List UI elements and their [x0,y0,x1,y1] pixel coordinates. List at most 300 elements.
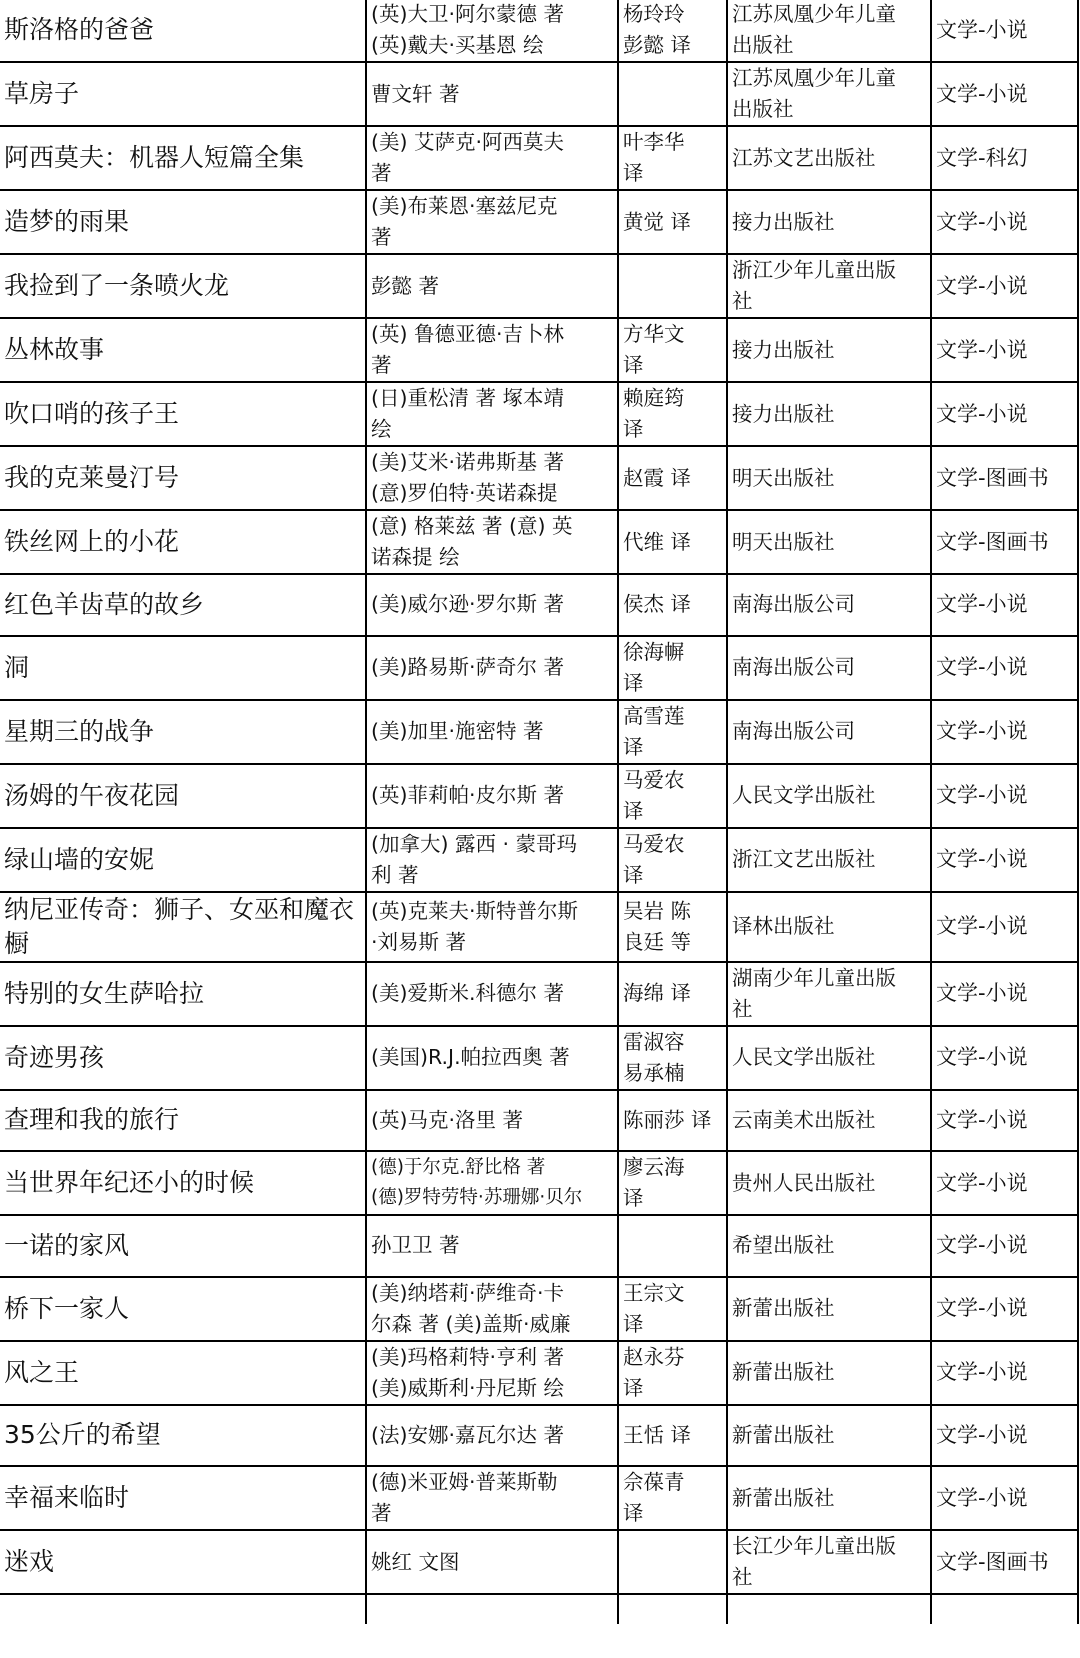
category-cell [931,1341,1078,1405]
publisher-cell [727,382,931,446]
translator-line: 王宗文 [623,1280,685,1305]
category-cell [931,962,1078,1026]
translator-line: 王恬 译 [623,1422,692,1447]
author-line: (英)戴夫·买基恩 绘 [371,33,544,57]
category-label: 文学-小说 [936,655,1028,679]
table-row [0,510,1078,574]
book-title: 奇迹男孩 [4,1042,105,1072]
author-line: 著 [371,225,392,249]
category-label: 文学-小说 [936,337,1028,362]
book-title-cell [0,382,366,446]
category-cell [931,1090,1078,1152]
category-label: 文学-小说 [936,981,1028,1005]
table-row [0,190,1078,254]
publisher-line: 新蕾出版社 [732,1296,835,1320]
book-title-cell [0,446,366,510]
category-cell [931,190,1078,254]
translator-line: 吴岩 陈 [623,898,692,923]
translator-line: 叶李华 [623,130,685,154]
publisher-cell [727,962,931,1026]
publisher-line: 江苏凤凰少年儿童 [732,2,896,26]
author-line: (意) 格莱兹 著 (意) 英 [371,514,573,538]
author-line: (美)布莱恩·塞兹尼克 [371,194,558,218]
book-title: 特别的女生萨哈拉 [4,978,205,1008]
author-cell [366,1466,618,1530]
author-line: (英)大卫·阿尔蒙德 著 [371,2,565,26]
book-title-cell [0,764,366,828]
book-title: 幸福来临时 [4,1483,130,1512]
book-title: 红色羊齿草的故乡 [4,589,205,619]
category-label: 文学-小说 [936,592,1028,617]
translator-line: 陈丽莎 译 [623,1107,712,1132]
author-cell [366,1530,618,1594]
author-line: 绘 [371,417,392,441]
author-line: (日)重松清 著 塚本靖 [371,386,565,410]
book-title-cell [0,828,366,892]
author-cell [366,962,618,1026]
author-cell [366,1405,618,1467]
author-line: 尔森 著 (美)盖斯·威廉 [371,1311,571,1336]
publisher-cell [727,1341,931,1405]
author-line: (美)艾米·诺弗斯基 著 [371,450,565,474]
category-cell [931,62,1078,126]
publisher-cell [727,700,931,764]
category-label: 文学-小说 [936,783,1028,807]
book-title-cell [0,1151,366,1215]
publisher-cell [727,892,931,962]
category-label: 文学-图画书 [936,529,1049,554]
book-title: 吹口哨的孩子王 [4,399,180,428]
book-title-cell [0,1405,366,1467]
translator-cell [618,574,727,636]
category-label: 文学-科幻 [936,145,1028,170]
table-row [0,700,1078,764]
translator-line: 译 [623,670,644,695]
publisher-cell [727,828,931,892]
empty-cell [931,1594,1078,1624]
translator-line: 赵霞 译 [623,465,692,490]
author-line: (英)马克·洛里 著 [371,1107,524,1132]
category-cell [931,764,1078,828]
author-cell [366,318,618,382]
publisher-cell [727,574,931,636]
book-title: 阿西莫夫：机器人短篇全集 [4,143,305,172]
book-title: 一诺的家风 [4,1230,130,1260]
table-row [0,254,1078,318]
translator-line: 译 [623,734,644,759]
category-label: 文学-小说 [936,1045,1028,1069]
translator-line: 译 [623,417,644,441]
author-line: 著 [371,353,392,377]
category-label: 文学-图画书 [936,465,1049,490]
author-line: (德)罗特劳特·苏珊娜·贝尔 [371,1187,583,1208]
table-row [0,892,1078,962]
table-row [0,0,1078,62]
table-row [0,1466,1078,1530]
translator-line: 赵永芬 [623,1344,685,1369]
translator-line: 海绵 译 [623,981,692,1005]
translator-cell [618,510,727,574]
book-title: 草房子 [4,79,80,108]
publisher-line: 社 [732,1565,753,1589]
author-line: 曹文轩 著 [371,81,460,106]
translator-cell [618,1090,727,1152]
table-row [0,962,1078,1026]
author-cell [366,446,618,510]
author-cell [366,764,618,828]
book-title: 我捡到了一条喷火龙 [4,271,230,300]
translator-cell [618,1341,727,1405]
publisher-line: 江苏文艺出版社 [732,145,876,170]
book-title: 铁丝网上的小花 [4,527,180,556]
category-cell [931,446,1078,510]
category-cell [931,700,1078,764]
publisher-line: 新蕾出版社 [732,1360,835,1384]
publisher-line: 出版社 [732,33,794,57]
table-row [0,1405,1078,1467]
author-cell [366,1026,618,1090]
author-line: 彭懿 著 [371,273,440,298]
category-label: 文学-小说 [936,1485,1028,1510]
category-label: 文学-小说 [936,1107,1028,1132]
author-cell [366,828,618,892]
table-row [0,446,1078,510]
category-cell [931,574,1078,636]
empty-cell [727,1594,931,1624]
translator-cell [618,1151,727,1215]
book-title: 洞 [4,652,30,682]
author-cell [366,0,618,62]
category-cell [931,510,1078,574]
table-row [0,1277,1078,1341]
table-row-partial [0,1594,1078,1624]
table-row [0,1215,1078,1277]
book-title-cell [0,892,366,962]
empty-cell [366,1594,618,1624]
book-title-cell [0,1530,366,1594]
publisher-line: 南海出版公司 [732,655,855,679]
table-row [0,636,1078,700]
author-line: 姚红 文图 [371,1549,460,1574]
translator-line: 译 [623,1186,644,1210]
author-cell [366,1151,618,1215]
category-cell [931,636,1078,700]
author-line: (英)克莱夫·斯特普尔斯 [371,898,579,923]
publisher-cell [727,1090,931,1152]
category-label: 文学-小说 [936,1360,1028,1384]
empty-cell [618,1594,727,1624]
publisher-line: 接力出版社 [732,337,835,362]
book-title-cell [0,962,366,1026]
author-cell [366,510,618,574]
author-line: (英) 鲁德亚德·吉卜林 [371,322,565,346]
table-row [0,1026,1078,1090]
book-title-cell [0,574,366,636]
author-cell [366,700,618,764]
publisher-cell [727,1530,931,1594]
author-cell [366,892,618,962]
translator-cell [618,318,727,382]
publisher-line: 明天出版社 [732,465,835,490]
translator-cell [618,382,727,446]
publisher-line: 希望出版社 [732,1233,835,1258]
author-line: 诺森提 绘 [371,545,460,569]
book-title: 桥下一家人 [4,1293,130,1323]
publisher-cell [727,62,931,126]
publisher-line: 社 [732,289,753,313]
publisher-line: 出版社 [732,97,794,121]
author-cell [366,62,618,126]
table-row [0,62,1078,126]
book-title-cell [0,1090,366,1152]
book-title-cell [0,126,366,190]
author-cell [366,1277,618,1341]
translator-cell [618,1530,727,1594]
table-row [0,828,1078,892]
book-title: 星期三的战争 [4,716,155,746]
author-line: (美)爱斯米.科德尔 著 [371,981,565,1005]
publisher-line: 云南美术出版社 [732,1107,876,1132]
translator-cell [618,190,727,254]
publisher-cell [727,1151,931,1215]
translator-line: 代维 译 [623,529,692,554]
author-cell [366,636,618,700]
author-cell [366,574,618,636]
book-title-cell [0,318,366,382]
book-title: 绿山墙的安妮 [4,844,155,874]
category-cell [931,1151,1078,1215]
publisher-line: 明天出版社 [732,529,835,554]
publisher-line: 南海出版公司 [732,592,855,617]
category-cell [931,1530,1078,1594]
translator-line: 良廷 等 [623,929,692,954]
translator-cell [618,0,727,62]
author-line: (美)威尔逊·罗尔斯 著 [371,592,565,617]
table-row [0,318,1078,382]
translator-line: 易承楠 [623,1060,685,1085]
translator-cell [618,1466,727,1530]
publisher-cell [727,318,931,382]
translator-cell [618,446,727,510]
author-cell [366,126,618,190]
book-title: 迷戏 [4,1547,55,1576]
author-line: (英)菲莉帕·皮尔斯 著 [371,783,565,807]
publisher-line: 新蕾出版社 [732,1422,835,1447]
author-line: 孙卫卫 著 [371,1233,460,1258]
translator-line: 马爱农 [623,767,685,792]
category-cell [931,1405,1078,1467]
publisher-cell [727,0,931,62]
translator-line: 方华文 [623,322,685,346]
author-line: 利 著 [371,862,419,887]
translator-cell [618,62,727,126]
table-row [0,1341,1078,1405]
translator-cell [618,828,727,892]
translator-cell [618,764,727,828]
translator-line: 马爱农 [623,831,685,856]
translator-line: 译 [623,161,644,185]
publisher-cell [727,254,931,318]
book-title-cell [0,254,366,318]
author-line: (美)纳塔莉·萨维奇·卡 [371,1280,565,1305]
author-cell [366,254,618,318]
publisher-cell [727,636,931,700]
translator-cell [618,254,727,318]
translator-line: 彭懿 译 [623,33,692,57]
author-cell [366,190,618,254]
translator-line: 高雪莲 [623,703,685,728]
category-label: 文学-小说 [936,81,1028,106]
author-cell [366,1215,618,1277]
translator-cell [618,1277,727,1341]
author-line: 著 [371,1501,392,1525]
author-line: (美)路易斯·萨奇尔 著 [371,655,565,679]
publisher-line: 新蕾出版社 [732,1485,835,1510]
book-title: 造梦的雨果 [4,207,130,236]
book-title-cell [0,1341,366,1405]
category-label: 文学-小说 [936,209,1028,234]
table-row [0,574,1078,636]
translator-cell [618,1405,727,1467]
publisher-line: 人民文学出版社 [732,1045,876,1069]
book-title-cell [0,0,366,62]
author-line: (美)玛格莉特·亨利 著 [371,1344,565,1369]
publisher-line: 贵州人民出版社 [732,1170,876,1195]
translator-cell [618,1215,727,1277]
book-title: 纳尼亚传奇：狮子、女巫和魔衣橱 [4,894,355,958]
category-label: 文学-小说 [936,273,1028,298]
book-title-cell [0,700,366,764]
publisher-line: 译林出版社 [732,914,835,938]
translator-cell [618,126,727,190]
publisher-line: 浙江少年儿童出版 [732,258,896,282]
book-title-cell [0,1026,366,1090]
translator-cell [618,892,727,962]
translator-line: 侯杰 译 [623,592,692,617]
translator-cell [618,1026,727,1090]
author-line: (法)安娜·嘉瓦尔达 著 [371,1422,565,1447]
translator-line: 译 [623,1375,644,1400]
publisher-line: 社 [732,996,753,1021]
author-cell [366,1090,618,1152]
author-cell [366,1341,618,1405]
author-line: (德)米亚姆·普莱斯勒 [371,1470,558,1494]
category-label: 文学-小说 [936,1422,1028,1447]
table-row [0,126,1078,190]
publisher-line: 接力出版社 [732,209,835,234]
translator-line: 廖云海 [623,1155,685,1179]
translator-cell [618,636,727,700]
author-line: (意)罗伯特·英诺森提 [371,481,558,505]
category-cell [931,1215,1078,1277]
book-title: 汤姆的午夜花园 [4,780,180,810]
publisher-line: 江苏凤凰少年儿童 [732,66,896,90]
author-line: (美国)R.J.帕拉西奥 著 [371,1045,570,1069]
category-label: 文学-小说 [936,914,1028,938]
table-row [0,1530,1078,1594]
publisher-cell [727,1466,931,1530]
publisher-cell [727,190,931,254]
translator-cell [618,962,727,1026]
category-cell [931,892,1078,962]
publisher-cell [727,510,931,574]
category-cell [931,126,1078,190]
publisher-line: 浙江文艺出版社 [732,847,876,871]
author-line: ·刘易斯 著 [371,929,467,954]
author-cell [366,382,618,446]
book-title: 查理和我的旅行 [4,1105,180,1135]
book-title-cell [0,62,366,126]
translator-line: 译 [623,862,644,887]
book-title-cell [0,1215,366,1277]
publisher-line: 南海出版公司 [732,719,855,743]
table-row [0,1090,1078,1152]
translator-cell [618,700,727,764]
publisher-line: 人民文学出版社 [732,783,876,807]
book-title: 风之王 [4,1357,80,1387]
category-label: 文学-小说 [936,1233,1028,1258]
book-title-cell [0,1277,366,1341]
translator-line: 赖庭筠 [623,386,685,410]
publisher-line: 长江少年儿童出版 [732,1534,896,1558]
publisher-line: 接力出版社 [732,401,835,426]
publisher-cell [727,446,931,510]
publisher-cell [727,764,931,828]
book-title-cell [0,636,366,700]
publisher-cell [727,1026,931,1090]
author-line: (美)加里·施密特 著 [371,719,544,743]
category-label: 文学-小说 [936,1170,1028,1195]
book-title: 我的克莱曼汀号 [4,463,180,492]
category-cell [931,254,1078,318]
publisher-cell [727,1215,931,1277]
category-cell [931,1277,1078,1341]
category-label: 文学-小说 [936,401,1028,426]
publisher-line: 湖南少年儿童出版 [732,965,896,990]
translator-line: 佘葆青 [623,1470,685,1494]
author-line: (德)于尔克.舒比格 著 [371,1157,546,1178]
book-title-cell [0,190,366,254]
translator-line: 黄觉 译 [623,209,692,234]
category-cell [931,0,1078,62]
author-line: 著 [371,161,392,185]
book-title: 斯洛格的爸爸 [4,15,155,44]
category-label: 文学-小说 [936,719,1028,743]
book-title-cell [0,510,366,574]
table-row [0,764,1078,828]
author-line: (加拿大) 露西 · 蒙哥玛 [371,831,578,856]
translator-line: 译 [623,353,644,377]
translator-line: 杨玲玲 [623,2,685,26]
table-row [0,382,1078,446]
translator-line: 雷淑容 [623,1029,685,1054]
category-label: 文学-图画书 [936,1549,1049,1574]
category-label: 文学-小说 [936,1296,1028,1320]
book-title: 丛林故事 [4,335,105,364]
publisher-cell [727,1277,931,1341]
category-cell [931,828,1078,892]
translator-line: 译 [623,798,644,823]
publisher-cell [727,1405,931,1467]
category-cell [931,382,1078,446]
table-row [0,1151,1078,1215]
category-cell [931,1026,1078,1090]
category-cell [931,1466,1078,1530]
book-title-cell [0,1466,366,1530]
translator-line: 译 [623,1311,644,1336]
category-label: 文学-小说 [936,17,1028,42]
publisher-cell [727,126,931,190]
